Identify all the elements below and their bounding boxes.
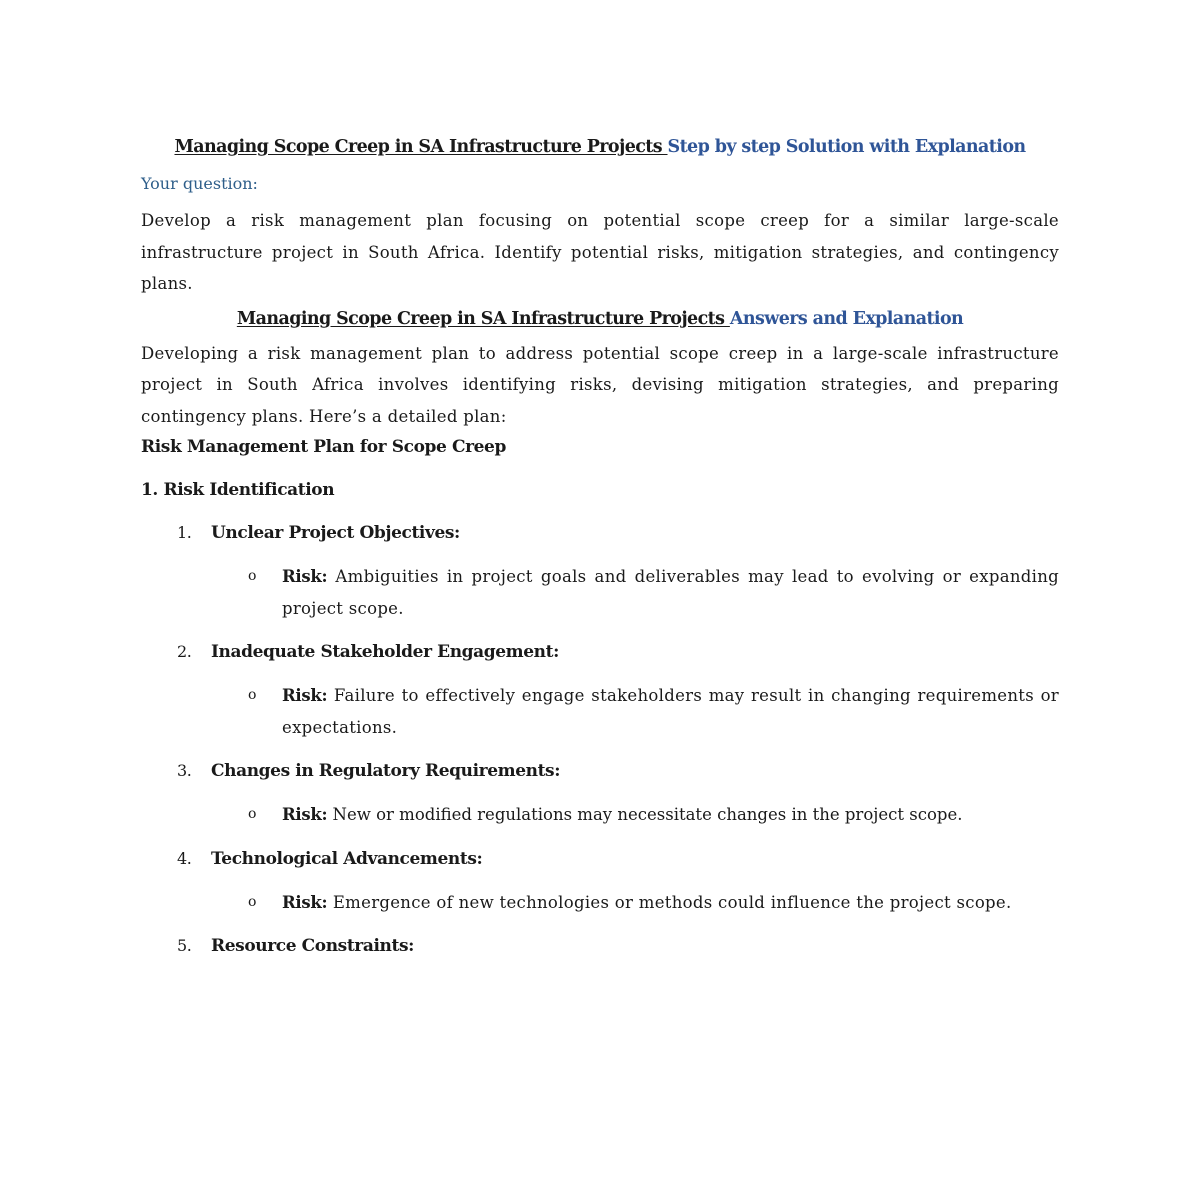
risk-label: Risk: bbox=[282, 892, 328, 912]
risk-detail-text bbox=[282, 887, 1059, 919]
risk-label: Risk: bbox=[282, 805, 328, 824]
document-page bbox=[141, 128, 1059, 974]
risk-item-number: 4. bbox=[177, 848, 192, 868]
risk-item-number: 2. bbox=[177, 642, 192, 661]
risk-item-5 bbox=[141, 931, 1059, 961]
question-title-subtitle: Step by step Solution with Explanation bbox=[667, 137, 1026, 157]
risk-label: Risk: bbox=[282, 567, 328, 586]
bullet-icon: o bbox=[248, 893, 257, 910]
plan-heading: Risk Management Plan for Scope Creep bbox=[141, 437, 506, 457]
bullet-icon: o bbox=[248, 806, 257, 822]
bullet-icon: o bbox=[248, 687, 257, 703]
question-title bbox=[141, 128, 1059, 166]
risk-detail-text bbox=[282, 680, 1059, 743]
risk-description: Failure to effectively engage stakeholders may result in changing requirements or expectations. bbox=[282, 686, 1059, 737]
risk-item-title: Unclear Project Objectives: bbox=[211, 523, 460, 543]
answer-title bbox=[141, 300, 1059, 338]
risk-item-3 bbox=[141, 756, 1059, 786]
risk-item-title: Changes in Regulatory Requirements: bbox=[211, 761, 561, 781]
risk-item-4 bbox=[141, 844, 1059, 874]
risk-detail-4 bbox=[141, 887, 1059, 919]
question-text: Develop a risk management plan focusing on potential scope creep for a similar large-scale infrastructure project in South Africa. Identify potential risks, mitigation strategies, and contingency plans. bbox=[141, 211, 1059, 293]
question-label: Your question: bbox=[141, 174, 258, 193]
risk-item-number: 1. bbox=[177, 523, 192, 542]
risk-detail-text bbox=[282, 561, 1059, 624]
bullet-icon: o bbox=[248, 568, 257, 584]
risk-item-1 bbox=[141, 518, 1059, 548]
risk-description: New or modified regulations may necessitate changes in the project scope. bbox=[327, 805, 963, 824]
answer-title-subtitle: Answers and Explanation bbox=[729, 308, 964, 329]
risk-description: Emergence of new technologies or methods could influence the project scope. bbox=[327, 892, 1012, 912]
risk-detail-1 bbox=[141, 561, 1059, 624]
risk-label: Risk: bbox=[282, 686, 328, 705]
risk-detail-text bbox=[282, 799, 1059, 831]
answer-intro: Developing a risk management plan to address potential scope creep in a large-scale infrastructure project in South Africa involves identifying risks, devising mitigation strategies, and preparing contingency plans. Here’s a detailed plan: bbox=[141, 343, 1059, 426]
answer-title-main: Managing Scope Creep in SA Infrastructure Projects bbox=[236, 308, 730, 329]
risk-item-title: Resource Constraints: bbox=[211, 936, 414, 956]
risk-item-title: Inadequate Stakeholder Engagement: bbox=[211, 642, 559, 662]
question-title-main: Managing Scope Creep in SA Infrastructure Projects bbox=[174, 137, 668, 157]
risk-item-title: Technological Advancements: bbox=[211, 848, 483, 869]
risk-identification-heading: 1. Risk Identification bbox=[141, 480, 335, 500]
risk-detail-3 bbox=[141, 799, 1059, 831]
risk-item-number: 5. bbox=[177, 936, 192, 955]
risk-item-2 bbox=[141, 637, 1059, 667]
risk-description: Ambiguities in project goals and deliverables may lead to evolving or expanding project scope. bbox=[282, 567, 1059, 618]
risk-item-number: 3. bbox=[177, 761, 192, 780]
risk-detail-2 bbox=[141, 680, 1059, 743]
